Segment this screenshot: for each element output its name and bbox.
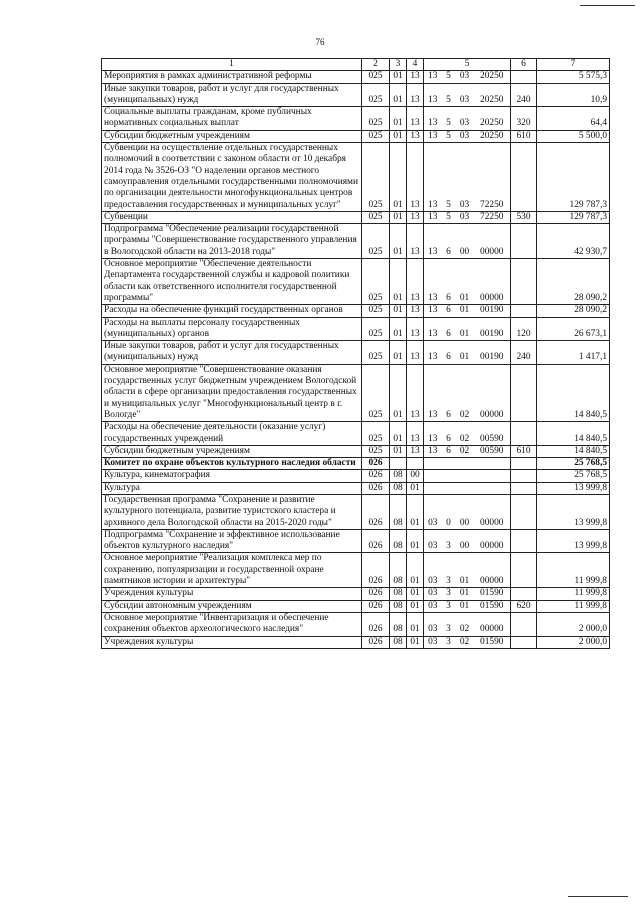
row-code-section: 01 xyxy=(390,107,407,131)
row-code-admin: 025 xyxy=(362,445,390,457)
row-code-subprogram: 6 xyxy=(442,341,456,365)
row-code-subprogram xyxy=(442,458,456,470)
table-row xyxy=(102,588,610,600)
row-code-subprogram: 5 xyxy=(442,71,456,83)
row-code-subprogram: 3 xyxy=(442,529,456,553)
row-amount: 28 090,2 xyxy=(537,305,610,317)
row-code-section: 08 xyxy=(390,612,407,636)
row-code-subprogram xyxy=(442,470,456,482)
row-code-subprogram: 5 xyxy=(442,83,456,107)
table-row xyxy=(102,612,610,636)
row-expense-type: 240 xyxy=(511,341,537,365)
row-code-section: 01 xyxy=(390,317,407,341)
row-code-direction: 72250 xyxy=(474,143,511,212)
row-code-event xyxy=(456,470,474,482)
row-code-event: 02 xyxy=(456,364,474,421)
row-code-program: 13 xyxy=(424,341,442,365)
row-code-subsection: 13 xyxy=(407,364,424,421)
row-name: Основное мероприятие "Инвентаризация и обеспечение сохранения объектов археологического наследия" xyxy=(102,612,362,636)
row-name: Комитет по охране объектов культурного наследия области xyxy=(102,458,362,470)
row-code-section: 08 xyxy=(390,600,407,612)
row-code-admin: 025 xyxy=(362,83,390,107)
row-code-admin: 025 xyxy=(362,422,390,446)
row-code-subsection: 13 xyxy=(407,83,424,107)
row-code-direction xyxy=(474,470,511,482)
row-code-event: 01 xyxy=(456,259,474,305)
row-amount: 14 840,5 xyxy=(537,422,610,446)
row-amount: 13 999,8 xyxy=(537,529,610,553)
row-expense-type: 620 xyxy=(511,600,537,612)
row-name: Основное мероприятие "Реализация комплекса мер по сохранению, популяризации и государственной охране памятников истории и архитектуры" xyxy=(102,553,362,588)
row-code-subprogram: 5 xyxy=(442,107,456,131)
row-code-direction: 20250 xyxy=(474,107,511,131)
row-code-section: 01 xyxy=(390,224,407,259)
row-code-section: 01 xyxy=(390,143,407,212)
row-code-event: 00 xyxy=(456,529,474,553)
row-code-subprogram xyxy=(442,482,456,494)
row-expense-type xyxy=(511,612,537,636)
row-name: Подпрограмма "Обеспечение реализации государственной программы "Совершенствование государственного управления в Вологодской области на 2013-2018 годы" xyxy=(102,224,362,259)
row-code-subsection: 13 xyxy=(407,130,424,142)
row-code-event: 03 xyxy=(456,83,474,107)
row-name: Учреждения культуры xyxy=(102,636,362,648)
row-code-section: 08 xyxy=(390,636,407,648)
row-code-admin: 025 xyxy=(362,317,390,341)
row-name: Учреждения культуры xyxy=(102,588,362,600)
row-code-admin: 026 xyxy=(362,494,390,529)
row-code-section: 01 xyxy=(390,305,407,317)
row-code-event: 02 xyxy=(456,422,474,446)
row-code-direction: 00000 xyxy=(474,494,511,529)
row-code-subprogram: 6 xyxy=(442,317,456,341)
row-code-direction: 00000 xyxy=(474,224,511,259)
table-row xyxy=(102,458,610,470)
row-code-admin: 025 xyxy=(362,143,390,212)
table-row xyxy=(102,211,610,223)
row-code-subsection: 13 xyxy=(407,143,424,212)
row-code-program: 13 xyxy=(424,445,442,457)
row-code-program: 03 xyxy=(424,600,442,612)
table-row xyxy=(102,224,610,259)
row-code-direction: 20250 xyxy=(474,71,511,83)
row-amount: 42 930,7 xyxy=(537,224,610,259)
row-code-subprogram: 3 xyxy=(442,588,456,600)
row-code-section: 01 xyxy=(390,341,407,365)
row-name: Мероприятия в рамках административной реформы xyxy=(102,71,362,83)
table-row xyxy=(102,341,610,365)
row-code-direction: 00590 xyxy=(474,445,511,457)
table-row xyxy=(102,364,610,421)
row-code-admin: 025 xyxy=(362,71,390,83)
row-amount: 2 000,0 xyxy=(537,612,610,636)
row-amount: 129 787,3 xyxy=(537,211,610,223)
table-row xyxy=(102,482,610,494)
header-col-5: 5 xyxy=(424,59,511,71)
table-row xyxy=(102,422,610,446)
row-expense-type xyxy=(511,224,537,259)
row-code-subprogram: 5 xyxy=(442,143,456,212)
row-code-event: 01 xyxy=(456,305,474,317)
row-code-direction: 00190 xyxy=(474,341,511,365)
row-code-event: 03 xyxy=(456,143,474,212)
row-code-admin: 026 xyxy=(362,553,390,588)
row-name: Расходы на обеспечение деятельности (оказание услуг) государственных учреждений xyxy=(102,422,362,446)
row-code-direction: 00000 xyxy=(474,259,511,305)
table-row xyxy=(102,259,610,305)
row-amount: 11 999,8 xyxy=(537,588,610,600)
row-code-program xyxy=(424,458,442,470)
row-expense-type xyxy=(511,494,537,529)
row-name: Расходы на выплаты персоналу государственных (муниципальных) органов xyxy=(102,317,362,341)
row-amount: 2 000,0 xyxy=(537,636,610,648)
row-code-subsection: 13 xyxy=(407,422,424,446)
row-code-event: 02 xyxy=(456,612,474,636)
row-expense-type: 320 xyxy=(511,107,537,131)
row-amount: 11 999,8 xyxy=(537,600,610,612)
row-code-subprogram: 3 xyxy=(442,553,456,588)
row-code-program: 13 xyxy=(424,71,442,83)
row-code-section xyxy=(390,458,407,470)
table-header-row xyxy=(102,59,610,71)
row-code-event: 00 xyxy=(456,494,474,529)
row-code-subsection: 13 xyxy=(407,71,424,83)
row-name: Подпрограмма "Сохранение и эффективное использование объектов культурного наследия" xyxy=(102,529,362,553)
table-row xyxy=(102,317,610,341)
table-row xyxy=(102,143,610,212)
row-code-direction: 00000 xyxy=(474,612,511,636)
row-amount: 5 575,3 xyxy=(537,71,610,83)
row-expense-type xyxy=(511,588,537,600)
row-expense-type: 120 xyxy=(511,317,537,341)
row-amount: 26 673,1 xyxy=(537,317,610,341)
row-code-event: 00 xyxy=(456,224,474,259)
row-amount: 11 999,8 xyxy=(537,553,610,588)
row-code-event: 01 xyxy=(456,317,474,341)
row-code-subprogram: 6 xyxy=(442,259,456,305)
table-row xyxy=(102,445,610,457)
row-code-event: 01 xyxy=(456,553,474,588)
row-code-program: 13 xyxy=(424,422,442,446)
row-code-admin: 025 xyxy=(362,224,390,259)
table-row xyxy=(102,636,610,648)
row-expense-type xyxy=(511,259,537,305)
row-code-subprogram: 6 xyxy=(442,422,456,446)
header-col-2: 2 xyxy=(362,59,390,71)
row-code-subprogram: 3 xyxy=(442,636,456,648)
row-code-program: 03 xyxy=(424,529,442,553)
row-code-event: 02 xyxy=(456,445,474,457)
row-code-subsection: 01 xyxy=(407,612,424,636)
table-row xyxy=(102,553,610,588)
row-code-admin: 025 xyxy=(362,107,390,131)
row-code-subprogram: 3 xyxy=(442,600,456,612)
row-code-event: 03 xyxy=(456,211,474,223)
row-amount: 13 999,8 xyxy=(537,482,610,494)
row-code-direction: 00590 xyxy=(474,422,511,446)
row-code-section: 08 xyxy=(390,553,407,588)
row-code-subsection: 01 xyxy=(407,600,424,612)
table-row xyxy=(102,600,610,612)
row-code-section: 01 xyxy=(390,364,407,421)
row-code-direction: 00000 xyxy=(474,553,511,588)
row-code-event xyxy=(456,482,474,494)
row-code-admin: 026 xyxy=(362,470,390,482)
row-code-program: 13 xyxy=(424,259,442,305)
row-amount: 64,4 xyxy=(537,107,610,131)
row-code-subprogram: 6 xyxy=(442,364,456,421)
row-code-section: 08 xyxy=(390,470,407,482)
row-code-subprogram: 5 xyxy=(442,211,456,223)
row-code-section: 01 xyxy=(390,259,407,305)
row-amount: 129 787,3 xyxy=(537,143,610,212)
row-code-direction: 72250 xyxy=(474,211,511,223)
row-expense-type xyxy=(511,553,537,588)
row-name: Иные закупки товаров, работ и услуг для государственных (муниципальных) нужд xyxy=(102,83,362,107)
row-code-event xyxy=(456,458,474,470)
row-amount: 14 840,5 xyxy=(537,445,610,457)
row-code-section: 08 xyxy=(390,494,407,529)
row-name: Расходы на обеспечение функций государственных органов xyxy=(102,305,362,317)
row-code-event: 01 xyxy=(456,341,474,365)
row-code-event: 01 xyxy=(456,600,474,612)
row-expense-type xyxy=(511,458,537,470)
row-code-subprogram: 0 xyxy=(442,494,456,529)
row-code-admin: 025 xyxy=(362,341,390,365)
row-code-program: 03 xyxy=(424,588,442,600)
row-code-program xyxy=(424,470,442,482)
row-code-event: 03 xyxy=(456,107,474,131)
row-code-program: 13 xyxy=(424,211,442,223)
row-expense-type: 610 xyxy=(511,445,537,457)
row-expense-type xyxy=(511,529,537,553)
row-code-program: 13 xyxy=(424,107,442,131)
row-code-subprogram: 6 xyxy=(442,224,456,259)
row-code-section: 01 xyxy=(390,71,407,83)
row-code-admin: 026 xyxy=(362,482,390,494)
row-name: Субсидии бюджетным учреждениям xyxy=(102,130,362,142)
corner-rule-top xyxy=(580,5,635,6)
row-name: Субвенции на осуществление отдельных государственных полномочий в соответствии с законом области от 10 декабря 2014 года № 3526-ОЗ "О наделении органов местного самоуправления отдельными государственными полномочиями по организации деятельности многофункциональных центров предоставления государственных и муниципальных услуг" xyxy=(102,143,362,212)
row-amount: 14 840,5 xyxy=(537,364,610,421)
table-row xyxy=(102,130,610,142)
header-col-3: 3 xyxy=(390,59,407,71)
row-code-section: 01 xyxy=(390,211,407,223)
row-code-direction: 00190 xyxy=(474,305,511,317)
row-code-event: 02 xyxy=(456,636,474,648)
row-code-admin: 026 xyxy=(362,529,390,553)
row-name: Субсидии бюджетным учреждениям xyxy=(102,445,362,457)
row-code-subsection: 13 xyxy=(407,107,424,131)
row-code-direction: 00190 xyxy=(474,317,511,341)
row-code-subsection: 13 xyxy=(407,445,424,457)
row-code-direction: 01590 xyxy=(474,600,511,612)
row-code-subprogram: 6 xyxy=(442,445,456,457)
row-name: Основное мероприятие "Совершенствование оказания государственных услуг бюджетным учреждением Вологодской области в сфере организации предоставления государственных и муниципальных услуг "Многофункциональный центр в г. Вологде" xyxy=(102,364,362,421)
row-code-subsection xyxy=(407,458,424,470)
row-code-subsection: 13 xyxy=(407,317,424,341)
row-code-event: 03 xyxy=(456,130,474,142)
row-code-section: 01 xyxy=(390,130,407,142)
row-code-subsection: 01 xyxy=(407,494,424,529)
row-code-direction: 00000 xyxy=(474,529,511,553)
header-col-7: 7 xyxy=(537,59,610,71)
row-amount: 10,9 xyxy=(537,83,610,107)
corner-rule-bottom xyxy=(568,896,628,897)
row-code-direction xyxy=(474,482,511,494)
row-code-admin: 026 xyxy=(362,612,390,636)
row-code-section: 01 xyxy=(390,445,407,457)
row-code-admin: 025 xyxy=(362,364,390,421)
row-code-direction: 20250 xyxy=(474,83,511,107)
row-code-section: 01 xyxy=(390,422,407,446)
row-expense-type xyxy=(511,71,537,83)
table-row xyxy=(102,470,610,482)
row-code-section: 08 xyxy=(390,482,407,494)
row-code-section: 08 xyxy=(390,588,407,600)
row-code-program: 13 xyxy=(424,224,442,259)
row-expense-type xyxy=(511,422,537,446)
row-code-program: 13 xyxy=(424,83,442,107)
row-code-admin: 026 xyxy=(362,458,390,470)
row-code-program xyxy=(424,482,442,494)
row-expense-type: 610 xyxy=(511,130,537,142)
row-code-section: 08 xyxy=(390,529,407,553)
row-code-program: 13 xyxy=(424,130,442,142)
header-col-4: 4 xyxy=(407,59,424,71)
row-expense-type: 240 xyxy=(511,83,537,107)
row-code-program: 13 xyxy=(424,143,442,212)
table-row xyxy=(102,83,610,107)
table-row xyxy=(102,71,610,83)
row-code-subprogram: 5 xyxy=(442,130,456,142)
row-code-admin: 026 xyxy=(362,600,390,612)
row-expense-type: 530 xyxy=(511,211,537,223)
header-col-6: 6 xyxy=(511,59,537,71)
row-amount: 25 768,5 xyxy=(537,470,610,482)
row-code-subsection: 01 xyxy=(407,588,424,600)
row-code-program: 13 xyxy=(424,317,442,341)
header-col-1: 1 xyxy=(102,59,362,71)
row-code-section: 01 xyxy=(390,83,407,107)
row-amount: 5 500,0 xyxy=(537,130,610,142)
row-name: Основное мероприятие "Обеспечение деятельности Департамента государственной службы и кадровой политики области как ответственного исполнителя государственной программы" xyxy=(102,259,362,305)
row-amount: 28 090,2 xyxy=(537,259,610,305)
row-code-admin: 026 xyxy=(362,636,390,648)
row-expense-type xyxy=(511,305,537,317)
budget-table xyxy=(101,58,610,649)
row-code-subsection: 13 xyxy=(407,224,424,259)
row-code-event: 03 xyxy=(456,71,474,83)
row-code-program: 03 xyxy=(424,553,442,588)
row-code-subsection: 13 xyxy=(407,341,424,365)
row-name: Субсидии автономным учреждениям xyxy=(102,600,362,612)
row-code-direction xyxy=(474,458,511,470)
row-code-direction: 01590 xyxy=(474,636,511,648)
row-code-subprogram: 6 xyxy=(442,305,456,317)
row-code-program: 03 xyxy=(424,612,442,636)
row-code-program: 03 xyxy=(424,494,442,529)
row-code-program: 13 xyxy=(424,305,442,317)
row-amount: 1 417,1 xyxy=(537,341,610,365)
table-row xyxy=(102,494,610,529)
row-code-event: 01 xyxy=(456,588,474,600)
table-body xyxy=(102,71,610,649)
row-code-subsection: 01 xyxy=(407,482,424,494)
row-code-direction: 00000 xyxy=(474,364,511,421)
row-expense-type xyxy=(511,143,537,212)
row-code-admin: 025 xyxy=(362,211,390,223)
row-code-direction: 01590 xyxy=(474,588,511,600)
row-code-direction: 20250 xyxy=(474,130,511,142)
table-row xyxy=(102,529,610,553)
row-name: Субвенции xyxy=(102,211,362,223)
row-code-subprogram: 3 xyxy=(442,612,456,636)
row-code-subsection: 13 xyxy=(407,305,424,317)
table-row xyxy=(102,305,610,317)
row-expense-type xyxy=(511,636,537,648)
row-code-admin: 025 xyxy=(362,305,390,317)
row-name: Государственная программа "Сохранение и развитие культурного потенциала, развитие туристского кластера и архивного дела Вологодской области на 2015-2020 годы" xyxy=(102,494,362,529)
table-row xyxy=(102,107,610,131)
row-code-subsection: 01 xyxy=(407,529,424,553)
page-number: 76 xyxy=(315,37,325,47)
row-name: Иные закупки товаров, работ и услуг для государственных (муниципальных) нужд xyxy=(102,341,362,365)
row-name: Культура, кинематография xyxy=(102,470,362,482)
row-expense-type xyxy=(511,470,537,482)
row-amount: 25 768,5 xyxy=(537,458,610,470)
row-code-admin: 025 xyxy=(362,259,390,305)
row-code-subsection: 01 xyxy=(407,636,424,648)
row-code-admin: 026 xyxy=(362,588,390,600)
row-expense-type xyxy=(511,482,537,494)
row-expense-type xyxy=(511,364,537,421)
row-amount: 13 999,8 xyxy=(537,494,610,529)
row-name: Социальные выплаты гражданам, кроме публичных нормативных социальных выплат xyxy=(102,107,362,131)
row-code-subsection: 01 xyxy=(407,553,424,588)
row-code-subsection: 13 xyxy=(407,211,424,223)
row-code-program: 13 xyxy=(424,364,442,421)
row-name: Культура xyxy=(102,482,362,494)
row-code-subsection: 00 xyxy=(407,470,424,482)
row-code-program: 03 xyxy=(424,636,442,648)
row-code-subsection: 13 xyxy=(407,259,424,305)
row-code-admin: 025 xyxy=(362,130,390,142)
